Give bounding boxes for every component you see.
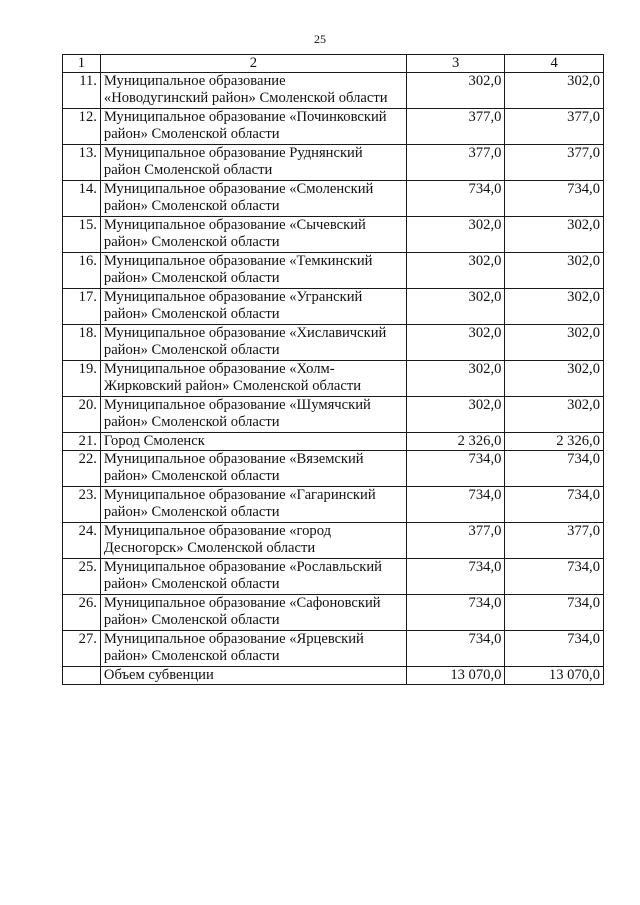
value-column-4: 377,0 [505,145,604,181]
value-column-3: 2 326,0 [406,433,505,451]
page-number: 25 [314,32,326,46]
municipality-name-line: район» Смоленской области [103,504,280,520]
row-number [63,667,101,685]
municipality-name-line: Муниципальное образование «Хиславичский [103,325,387,341]
table-body [63,73,604,685]
value-column-3: 734,0 [406,451,505,487]
row-number: 25. [63,559,101,595]
municipality-name-line: Муниципальное образование «Починковский [103,109,387,125]
municipality-name-line: район Смоленской области [103,162,273,178]
column-header-2: 2 [100,55,406,73]
municipality-name-line: Муниципальное образование «Темкинский [103,253,373,269]
row-number: 14. [63,181,101,217]
municipality-name-line: район» Смоленской области [103,648,280,664]
row-number: 11. [63,73,101,109]
row-number: 24. [63,523,101,559]
municipality-name [100,73,406,109]
table-row [63,559,604,595]
table-row [63,397,604,433]
municipality-name-line: район» Смоленской области [103,414,280,430]
table-row [63,217,604,253]
municipality-name [100,325,406,361]
table-row [63,289,604,325]
municipality-name [100,433,406,451]
value-column-4: 302,0 [505,325,604,361]
row-number: 23. [63,487,101,523]
table-row [63,73,604,109]
row-number: 22. [63,451,101,487]
table-row [63,433,604,451]
row-number: 20. [63,397,101,433]
row-number: 26. [63,595,101,631]
value-column-3: 734,0 [406,487,505,523]
row-number: 19. [63,361,101,397]
municipality-name [100,451,406,487]
municipality-name-line: Муниципальное образование [103,73,286,89]
row-number: 17. [63,289,101,325]
value-column-3: 734,0 [406,631,505,667]
value-column-3: 13 070,0 [406,667,505,685]
municipality-name-line: Десногорск» Смоленской области [103,540,316,556]
municipality-name [100,361,406,397]
value-column-4: 734,0 [505,487,604,523]
value-column-3: 302,0 [406,253,505,289]
table-row [63,145,604,181]
value-column-3: 302,0 [406,397,505,433]
row-number: 13. [63,145,101,181]
row-number: 15. [63,217,101,253]
municipality-name [100,523,406,559]
municipality-name-line: район» Смоленской области [103,198,280,214]
row-number: 21. [63,433,101,451]
municipality-name-line: район» Смоленской области [103,342,280,358]
value-column-4: 377,0 [505,523,604,559]
value-column-3: 377,0 [406,145,505,181]
value-column-4: 302,0 [505,289,604,325]
municipality-name-line: «Новодугинский район» Смоленской области [103,90,388,106]
column-header-1: 1 [63,55,101,73]
value-column-4: 2 326,0 [505,433,604,451]
municipality-name-line: Муниципальное образование «Ярцевский [103,631,364,647]
value-column-3: 302,0 [406,361,505,397]
value-column-4: 734,0 [505,451,604,487]
row-number: 12. [63,109,101,145]
municipality-name-line: район» Смоленской области [103,468,280,484]
subsidy-table [62,54,604,685]
value-column-4: 377,0 [505,109,604,145]
table-header-row [63,55,604,73]
value-column-3: 377,0 [406,523,505,559]
value-column-4: 734,0 [505,181,604,217]
municipality-name [100,181,406,217]
municipality-name-line: район» Смоленской области [103,576,280,592]
municipality-name-line: район» Смоленской области [103,306,280,322]
value-column-3: 302,0 [406,217,505,253]
municipality-name-line: район» Смоленской области [103,270,280,286]
municipality-name-line: Муниципальное образование «Сафоновский [103,595,381,611]
value-column-4: 302,0 [505,397,604,433]
municipality-name [100,145,406,181]
table-row [63,631,604,667]
municipality-name [100,631,406,667]
municipality-name-line: Муниципальное образование «Шумячский [103,397,371,413]
municipality-name-line: Муниципальное образование «Угранский [103,289,363,305]
value-column-3: 302,0 [406,73,505,109]
value-column-3: 734,0 [406,559,505,595]
table-row [63,181,604,217]
municipality-name-line: район» Смоленской области [103,234,280,250]
municipality-name-line: Муниципальное образование «город [103,523,332,539]
value-column-4: 302,0 [505,253,604,289]
value-column-3: 377,0 [406,109,505,145]
table-row [63,667,604,685]
municipality-name-line: район» Смоленской области [103,612,280,628]
value-column-4: 302,0 [505,361,604,397]
municipality-name [100,289,406,325]
value-column-3: 734,0 [406,181,505,217]
row-number: 27. [63,631,101,667]
municipality-name-line: Город Смоленск [103,433,205,449]
municipality-name-line: Муниципальное образование «Рославльский [103,559,382,575]
municipality-name-line: Муниципальное образование «Холм- [103,361,335,377]
municipality-name-line: Муниципальное образование Руднянский [103,145,363,161]
row-number: 16. [63,253,101,289]
municipality-name [100,595,406,631]
municipality-name [100,487,406,523]
value-column-3: 302,0 [406,289,505,325]
table-row [63,451,604,487]
municipality-name [100,559,406,595]
table-row [63,253,604,289]
municipality-name [100,667,406,685]
value-column-3: 302,0 [406,325,505,361]
table-row [63,325,604,361]
municipality-name [100,253,406,289]
municipality-name-line: Жирковский район» Смоленской области [103,378,362,394]
table-row [63,523,604,559]
value-column-3: 734,0 [406,595,505,631]
municipality-name-line: Муниципальное образование «Гагаринский [103,487,376,503]
municipality-name [100,397,406,433]
municipality-name-line: Муниципальное образование «Вяземский [103,451,364,467]
value-column-4: 13 070,0 [505,667,604,685]
table-row [63,109,604,145]
table-row [63,361,604,397]
municipality-name-line: Муниципальное образование «Смоленский [103,181,374,197]
value-column-4: 734,0 [505,595,604,631]
municipality-name [100,217,406,253]
municipality-name-line: Муниципальное образование «Сычевский [103,217,366,233]
value-column-4: 734,0 [505,631,604,667]
municipality-name-line: Объем субвенции [103,667,214,683]
municipality-name-line: район» Смоленской области [103,126,280,142]
value-column-4: 302,0 [505,73,604,109]
value-column-4: 302,0 [505,217,604,253]
table-row [63,595,604,631]
column-header-3: 3 [406,55,505,73]
municipality-name [100,109,406,145]
row-number: 18. [63,325,101,361]
table-row [63,487,604,523]
column-header-4: 4 [505,55,604,73]
value-column-4: 734,0 [505,559,604,595]
